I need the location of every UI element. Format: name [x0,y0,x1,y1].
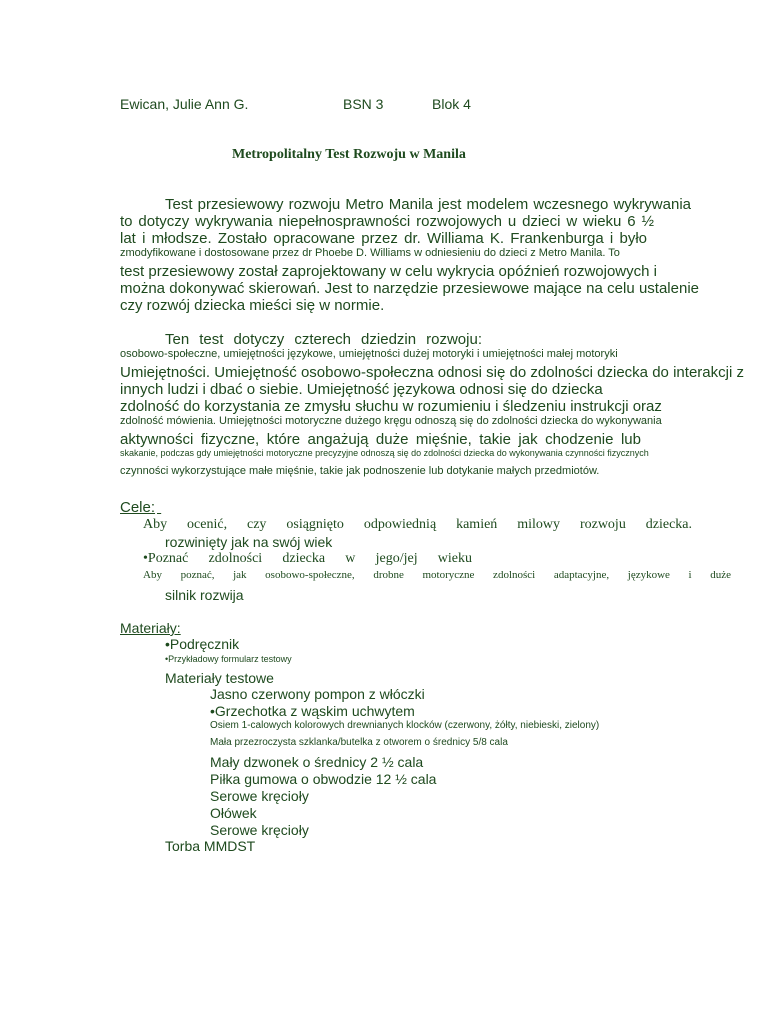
intro-line: zmodyfikowane i dostosowane przez dr Phoebe D. Williams w odniesieniu do dzieci z Metro Manila. To [120,247,620,259]
intro-line: Test przesiewowy rozwoju Metro Manila jest modelem wczesnego wykrywania [165,196,691,213]
intro-line: czy rozwój dziecka mieści się w normie. [120,297,385,314]
test-item: Mały dzwonek o średnicy 2 ½ cala [210,754,424,770]
domains-line: czynności wykorzystujące małe mięśnie, takie jak podnoszenie lub dotykanie małych przedmiotów. [120,465,600,477]
intro-line: to dotyczy wykrywania niepełnosprawności rozwojowych u dzieci w wieku 6 ½ [120,213,654,230]
intro-line: lat i młodsze. Zostało opracowane przez dr. Williama K. Frankenburga i było [120,230,647,247]
domains-line: Ten test dotyczy czterech dziedzin rozwoju: [165,331,482,348]
goals-heading-underline [157,500,191,515]
materials-bag: Torba MMDST [165,838,256,854]
student-name: Ewican, Julie Ann G. [120,96,249,112]
goal-item: rozwinięty jak na swój wiek [165,534,333,550]
test-item: Mała przezroczysta szklanka/butelka z otworem o średnicy 5/8 cala [210,737,508,748]
test-item: Serowe kręcioły [210,788,309,804]
test-item: Serowe kręcioły [210,822,309,838]
intro-line: test przesiewowy został zaprojektowany w celu wykrycia opóźnień rozwojowych i [120,263,657,280]
domains-line: Umiejętności. Umiejętność osobowo-społeczna odnosi się do zdolności dziecka do interakcji z [120,364,744,381]
test-item: •Grzechotka z wąskim uchwytem [210,703,415,719]
intro-line: można dokonywać skierowań. Jest to narzędzie przesiewowe mające na celu ustalenie [120,280,699,297]
domains-line: zdolność do korzystania ze zmysłu słuchu w rozumieniu i śledzeniu instrukcji oraz [120,398,662,415]
test-item: Osiem 1-calowych kolorowych drewnianych klocków (czerwony, żółty, niebieski, zielony) [210,720,600,731]
goal-item: silnik rozwija [165,587,244,603]
goal-item: Aby poznać, jak osobowo-społeczne, drobne motoryczne zdolności adaptacyjne, językowe i duże [143,569,731,581]
materials-manual: •Podręcznik [165,636,240,652]
test-item: Jasno czerwony pompon z włóczki [210,686,425,702]
test-item: Ołówek [210,805,257,821]
domains-line: osobowo-społeczne, umiejętności językowe, umiejętności dużej motoryki i umiejętności małej motoryki [120,348,618,360]
goal-item: •Poznać zdolności dziecka w jego/jej wieku [143,551,472,566]
domains-line: innych ludzi i dbać o siebie. Umiejętność językowa odnosi się do dziecka [120,381,603,398]
goal-item: Aby ocenić, czy osiągnięto odpowiednią kamień milowy rozwoju dziecka. [143,517,692,532]
domains-line: skakanie, podczas gdy umiejętności motoryczne precyzyjne odnoszą się do zdolności dziecka do wykonywania czynności fizycznych [120,448,649,458]
document-title: Metropolitalny Test Rozwoju w Manila [232,147,466,162]
materials-heading: Materiały: [120,620,181,636]
goals-heading: Cele: [120,499,156,516]
materials-sample-form: •Przykładowy formularz testowy [165,654,292,664]
program-label: BSN 3 [343,96,384,112]
materials-test-label: Materiały testowe [165,670,274,686]
domains-line: zdolność mówienia. Umiejętności motoryczne dużego kręgu odnoszą się do zdolności dziecka do wykonywania [120,415,662,427]
block-label: Blok 4 [432,96,471,112]
domains-line: aktywności fizyczne, które angażują duże mięśnie, takie jak chodzenie lub [120,431,641,448]
test-item: Piłka gumowa o obwodzie 12 ½ cala [210,771,437,787]
